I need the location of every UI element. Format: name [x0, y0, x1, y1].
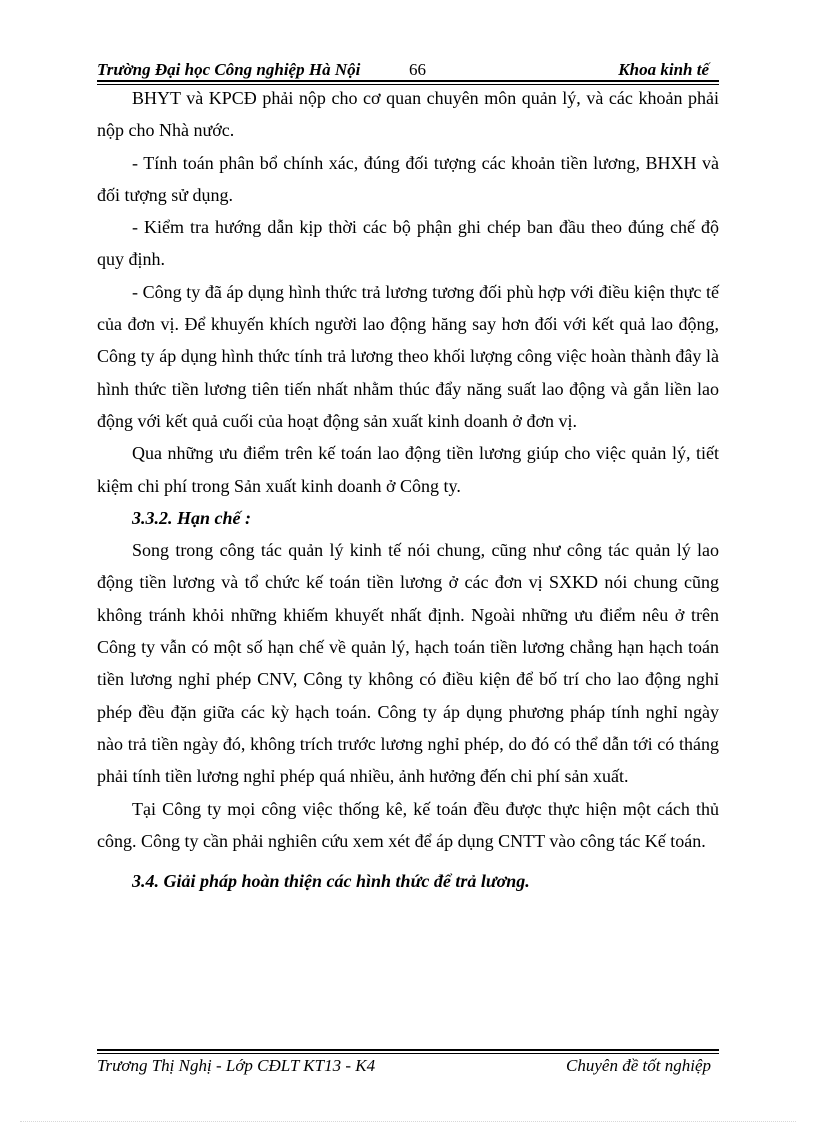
section-heading-3-4: 3.4. Giải pháp hoàn thiện các hình thức để trả lương. [132, 871, 530, 892]
paragraph: Qua những ưu điểm trên kế toán lao động tiền lương giúp cho việc quản lý, tiết kiệm chi phí trong Sản xuất kinh doanh ở Công ty. [97, 443, 719, 496]
header-university: Trường Đại học Công nghiệp Hà Nội [97, 60, 361, 79]
paragraph: - Kiểm tra hướng dẫn kịp thời các bộ phận ghi chép ban đầu theo đúng chế độ quy định. [97, 217, 719, 270]
paragraph: - Tính toán phân bổ chính xác, đúng đối tượng các khoản tiền lương, BHXH và đối tượng sử dụng. [97, 152, 719, 205]
paragraph: - Công ty đã áp dụng hình thức trả lương tương đối phù hợp với điều kiện thực tế của đơn vị. Để khuyến khích người lao động hăng say hơn đối với kết quả lao động, Công ty áp dụng hình thức tính trả lương theo khối lượng công việc hoàn thành đây là hình thức tiền lương tiên tiến nhất nhằm thúc đẩy năng suất lao động và gắn liền lao động với kết quả cuối của hoạt động sản xuất kinh doanh ở đơn vị. [97, 281, 719, 431]
page-footer [97, 1056, 719, 1080]
footer-rule [97, 1049, 719, 1051]
page-number: 66 [409, 60, 426, 79]
footer-author: Trương Thị Nghị - Lớp CĐLT KT13 - K4 [97, 1056, 376, 1075]
document-body [97, 82, 719, 897]
section-heading-3-3-2: 3.3.2. Hạn chế : [132, 507, 251, 528]
page-edge [20, 1121, 796, 1122]
paragraph: Song trong công tác quản lý kinh tế nói chung, cũng như công tác quản lý lao động tiền lương và tổ chức kế toán tiền lương ở các đơn vị SXKD nói chung cũng không tránh khỏi những khiếm khuyết nhất định. Ngoài những ưu điểm nêu ở trên Công ty vẫn có một số hạn chế về quản lý, hạch toán tiền lương chẳng hạn hạch toán tiền lương nghỉ phép CNV, Công ty không có điều kiện để bố trí cho lao động nghỉ phép đều đặn giữa các kỳ hạch toán. Công ty áp dụng phương pháp tính nghỉ ngày nào trả tiền ngày đó, không trích trước lương nghỉ phép, do đó có thể dẫn tới có tháng phải tính tiền lương nghỉ phép quá nhiều, ảnh hưởng đến chi phí sản xuất. [97, 540, 719, 787]
footer-rule-thin [97, 1053, 719, 1054]
header-faculty: Khoa kinh tế [618, 60, 709, 79]
footer-doc-type: Chuyên đề tốt nghiệp [566, 1056, 711, 1075]
paragraph: Tại Công ty mọi công việc thống kê, kế toán đều được thực hiện một cách thủ công. Công ty cần phải nghiên cứu xem xét để áp dụng CNTT vào công tác Kế toán. [97, 798, 719, 851]
paragraph: BHYT và KPCĐ phải nộp cho cơ quan chuyên môn quản lý, và các khoản phải nộp cho Nhà nước. [97, 88, 719, 141]
